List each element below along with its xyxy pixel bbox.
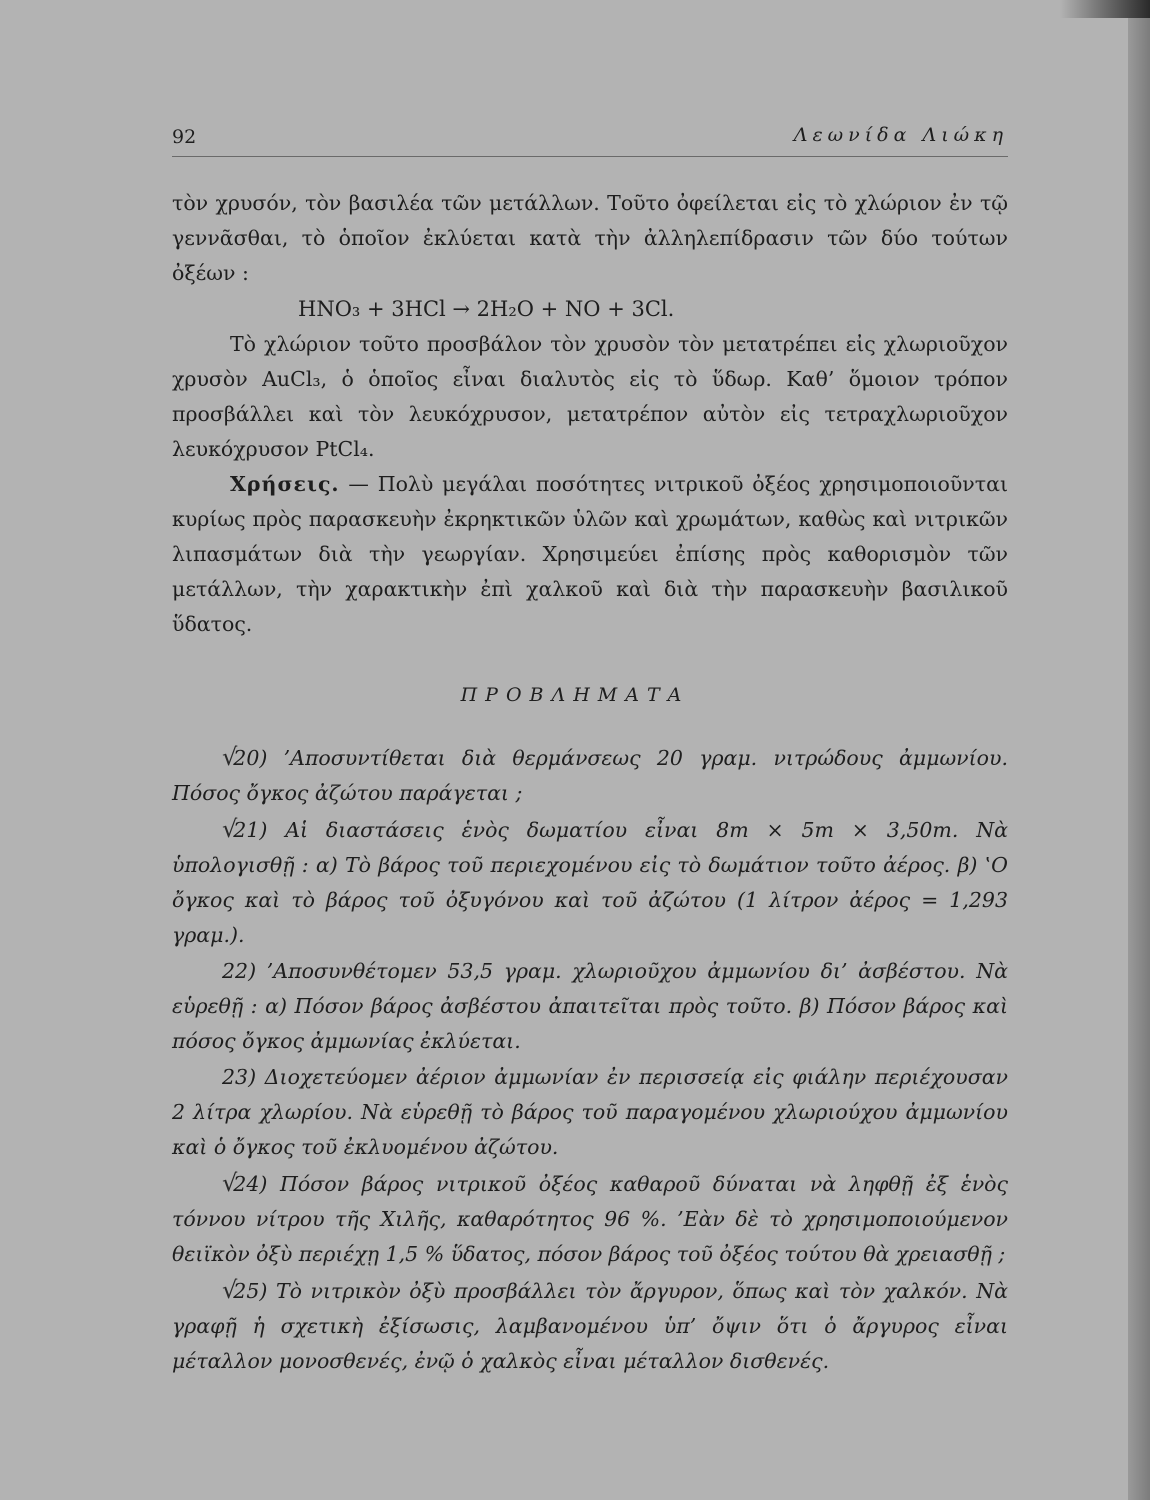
check-mark-icon: √ (222, 1169, 238, 1197)
page-number: 92 (172, 126, 197, 148)
header-rule (172, 156, 1008, 157)
check-mark-icon: √ (222, 815, 238, 843)
problems-list (172, 740, 1008, 1380)
problem-item (172, 740, 1008, 811)
problem-item (172, 1166, 1008, 1272)
problems-title: ΠΡΟΒΛΗΜΑΤΑ (460, 684, 690, 706)
problem-text: 23) Διοχετεύομεν ἀέριον ἀμμωνίαν ἐν περισσείᾳ εἰς φιάλην περιέχουσαν 2 λίτρα χλωρίου. Νὰ εὑρεθῇ τὸ βάρος τοῦ παραγομένου χλωριούχου ἀμμωνίου καὶ ὁ ὄγκος τοῦ ἐκλυομένου ἀζώτου. (172, 1065, 1008, 1159)
check-mark-icon: √ (222, 1276, 238, 1304)
paragraph-2-block (172, 327, 1008, 467)
running-title: Λεωνίδα Λιώκη (793, 124, 1008, 146)
uses-label: Χρήσεις. (230, 472, 340, 496)
paragraph-1: τὸν χρυσόν, τὸν βασιλέα τῶν μετάλλων. Τοῦτο ὀφείλεται εἰς τὸ χλώριον ἐν τῷ γεννᾶσθαι, τὸ ὁποῖον ἐκλύεται κατὰ τὴν ἀλληλεπίδρασιν τῶν δύο τούτων ὀξέων : (172, 191, 1008, 285)
scan-corner-shadow (1060, 0, 1150, 18)
paragraph-2: Τὸ χλώριον τοῦτο προσβάλον τὸν χρυσὸν τὸν μετατρέπει εἰς χλωριοῦχον χρυσὸν AuCl₃, ὁ ὁποῖος εἶναι διαλυτὸς εἰς τὸ ὕδωρ. Καθ’ ὅμοιον τρόπον προσβάλλει καὶ τὸν λευκόχρυσον, μετατρέπον αὐτὸν εἰς τετραχλωριοῦχον λευκόχρυσον PtCl₄. (172, 332, 1008, 461)
problem-text: 20) ’Αποσυντίθεται διὰ θερμάνσεως 20 γραμ. νιτρώδους ἀμμωνίου. Πόσος ὄγκος ἀζώτου παράγεται ; (172, 746, 1008, 805)
problem-text: 24) Πόσον βάρος νιτρικοῦ ὀξέος καθαροῦ δύναται νὰ ληφθῇ ἐξ ἑνὸς τόννου νίτρου τῆς Χιλῆς, καθαρότητος 96 %. ’Εὰν δὲ τὸ χρησιμοποιούμενον θειϊκὸν ὀξὺ περιέχῃ 1,5 % ὕδατος, πόσον βάρος τοῦ ὀξέος τούτου θὰ χρειασθῇ ; (172, 1172, 1008, 1266)
page-edge (1128, 0, 1150, 1500)
problem-item (172, 1273, 1008, 1379)
uses-text: — Πολὺ μεγάλαι ποσότητες νιτρικοῦ ὀξέος χρησιμοποιοῦνται κυρίως πρὸς παρασκευὴν ἐκρηκτικῶν ὑλῶν καὶ χρωμάτων, καθὼς καὶ νιτρικῶν λιπασμάτων διὰ τὴν γεωργίαν. Χρησιμεύει ἐπίσης πρὸς καθορισμὸν τῶν μετάλλων, τὴν χαρακτικὴν ἐπὶ χαλκοῦ καὶ διὰ τὴν παρασκευὴν βασιλικοῦ ὕδατος. (172, 472, 1008, 636)
page-header (172, 124, 1008, 152)
problem-text: 21) Αἱ διαστάσεις ἑνὸς δωματίου εἶναι 8m × 5m × 3,50m. Νὰ ὑπολογισθῇ : α) Τὸ βάρος τοῦ περιεχομένου εἰς τὸ δωμάτιον τοῦτο ἀέρος. β) ‛Ο ὄγκος καὶ τὸ βάρος τοῦ ὀξυγόνου καὶ τοῦ ἀζώτου (1 λίτρον ἀέρος = 1,293 γραμ.). (172, 818, 1008, 947)
uses-paragraph (172, 467, 1008, 642)
problem-text: 22) ’Αποσυνθέτομεν 53,5 γραμ. χλωριοῦχου ἀμμωνίου δι’ ἀσβέστου. Νὰ εὑρεθῇ : α) Πόσον βάρος ἀσβέστου ἀπαιτεῖται πρὸς τοῦτο. β) Πόσον βάρος καὶ πόσος ὄγκος ἀμμωνίας ἐκλύεται. (172, 959, 1008, 1053)
chemical-equation: HNO₃ + 3HCl → 2H₂O + NO + 3Cl. (298, 297, 675, 321)
problem-item (172, 1060, 1008, 1165)
paragraph-1-block (172, 186, 1008, 291)
problem-text: 25) Τὸ νιτρικὸν ὀξὺ προσβάλλει τὸν ἄργυρον, ὅπως καὶ τὸν χαλκόν. Νὰ γραφῇ ἡ σχετικὴ ἐξίσωσις, λαμβανομένου ὑπ’ ὄψιν ὅτι ὁ ἄργυρος εἶναι μέταλλον μονοσθενές, ἐνῷ ὁ χαλκὸς εἶναι μέταλλον δισθενές. (172, 1279, 1008, 1373)
problem-item (172, 812, 1008, 953)
check-mark-icon: √ (222, 743, 238, 771)
problem-item (172, 954, 1008, 1059)
uses-block (172, 467, 1008, 642)
